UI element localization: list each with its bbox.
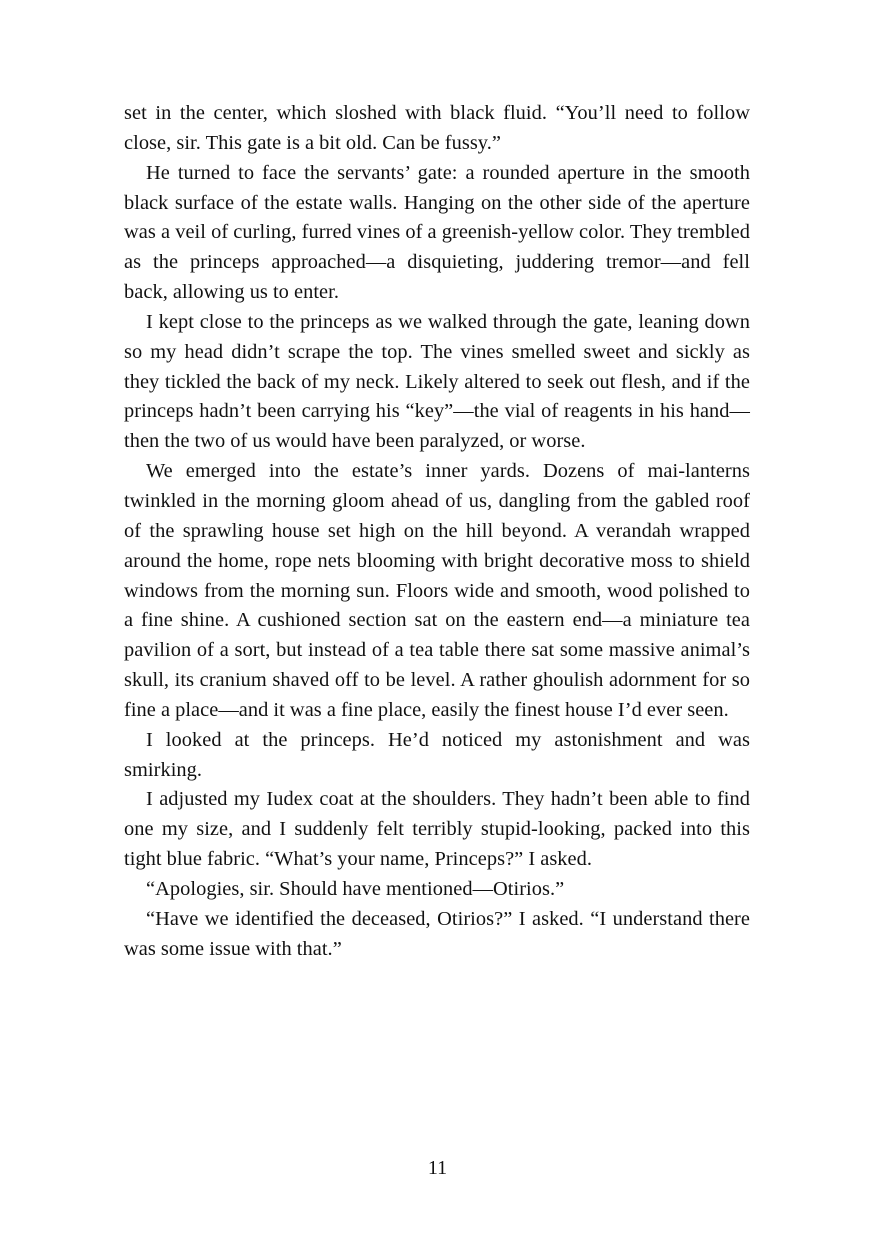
paragraph: set in the center, which sloshed with black fluid. “You’ll need to follow close, sir. This gate is a bit old. Can be fussy.”: [124, 102, 750, 154]
page-number: 11: [427, 1157, 448, 1179]
paragraph: I kept close to the princeps as we walked through the gate, leaning down so my head didn’t scrape the top. The vines smelled sweet and sickly as they tickled the back of my neck. Likely altered to seek out flesh, and if the princeps hadn’t been carrying his “key”—the vial of reagents in his hand—then the two of us would have been paralyzed, or worse.: [124, 310, 750, 453]
paragraph: I looked at the princeps. He’d noticed my astonishment and was smirking.: [124, 728, 750, 781]
paragraph: “Apologies, sir. Should have mentioned—Otirios.”: [146, 877, 565, 900]
paragraph: “Have we identified the deceased, Otirios?” I asked. “I understand there was some issue with that.”: [124, 907, 750, 960]
body-text-block: [124, 99, 750, 964]
paragraph: I adjusted my Iudex coat at the shoulders. They hadn’t been able to find one my size, and I suddenly felt terribly stupid-looking, packed into this tight blue fabric. “What’s your name, Princeps?” I asked.: [124, 788, 750, 871]
paragraph: He turned to face the servants’ gate: a rounded aperture in the smooth black surface of the estate walls. Hanging on the other side of the aperture was a veil of curling, furred vines of a greenish-yellow color. They trembled as the princeps approached—a disquieting, juddering tremor—and fell back, allowing us to enter.: [124, 161, 750, 304]
paragraph: We emerged into the estate’s inner yards. Dozens of mai-lanterns twinkled in the morning gloom ahead of us, dangling from the gabled roof of the sprawling house set high on the hill beyond. A verandah wrapped around the home, rope nets blooming with bright decorative moss to shield windows from the morning sun. Floors wide and smooth, wood polished to a fine shine. A cushioned section sat on the eastern end—a miniature tea pavilion of a sort, but instead of a tea table there sat some massive animal’s skull, its cranium shaved off to be level. A rather ghoulish adornment for so fine a place—and it was a fine place, easily the finest house I’d ever seen.: [124, 460, 750, 721]
